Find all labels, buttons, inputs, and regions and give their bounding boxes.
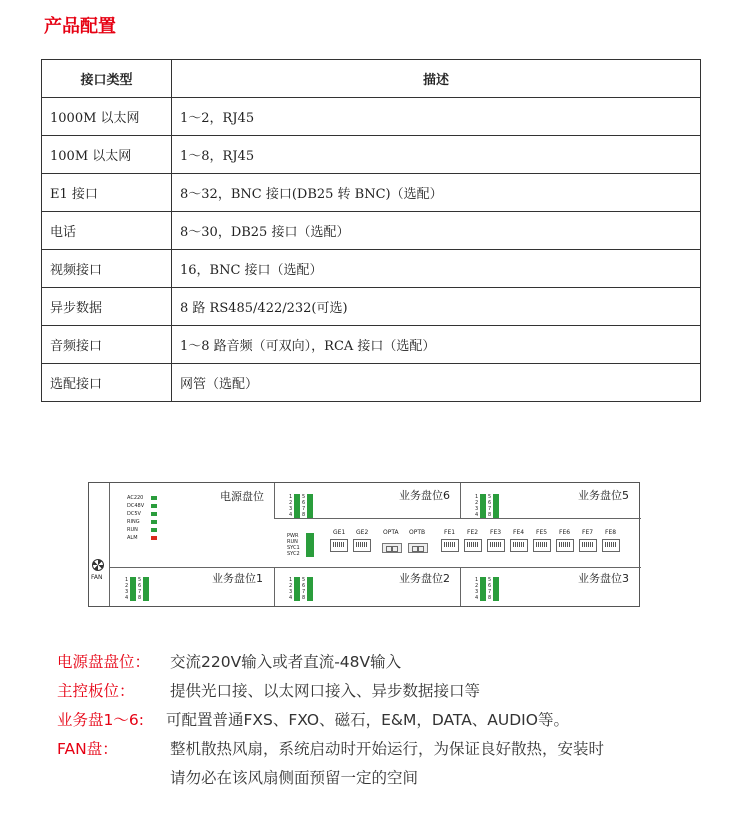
power-led-label: ALM [127, 535, 138, 541]
power-led-green [151, 512, 157, 516]
interface-type-cell: 选配接口 [42, 364, 172, 402]
slot-number: 7 [302, 589, 306, 595]
interface-spec-table [41, 59, 701, 402]
slot-number: 7 [138, 589, 142, 595]
slot-1-led-bar [130, 577, 136, 601]
slot-1-2-divider [274, 567, 275, 606]
slot-number: 3 [475, 506, 479, 512]
note-label-service-slots: 业务盘1～6: [57, 711, 144, 729]
slot-number: 2 [125, 583, 129, 589]
slot-number: 8 [488, 512, 492, 518]
slot-number: 3 [289, 506, 293, 512]
fe-port [464, 539, 482, 552]
optical-port [408, 543, 428, 553]
fe-port [579, 539, 597, 552]
slot-number: 5 [302, 577, 306, 583]
section-title: 产品配置 [44, 16, 116, 37]
table-row [42, 288, 701, 326]
fe-port [602, 539, 620, 552]
slot-3-label: 业务盘位3 [578, 572, 629, 585]
table-row [42, 98, 701, 136]
slot-2-led-bar [307, 577, 313, 601]
slot-number: 6 [138, 583, 142, 589]
ctrl-led-bar [306, 533, 314, 557]
slot-1-label: 业务盘位1 [212, 572, 263, 585]
fe-port-label: FE6 [559, 529, 571, 536]
slot-number: 5 [488, 577, 492, 583]
ge-port [330, 539, 348, 552]
slot-number: 5 [138, 577, 142, 583]
slot-2-label: 业务盘位2 [399, 572, 450, 585]
slot-5-led-bar [493, 494, 499, 518]
optical-port [382, 543, 402, 553]
opt-port-label: OPTA [383, 529, 399, 536]
slot-number: 7 [302, 506, 306, 512]
power-slot-divider [274, 483, 275, 518]
fan-bay-divider [109, 483, 110, 606]
slot-number: 8 [138, 595, 142, 601]
ge-port [353, 539, 371, 552]
fe-port-label: FE4 [513, 529, 525, 536]
ctrl-led-label: SYC1 [287, 545, 300, 551]
slot-number: 8 [302, 595, 306, 601]
fe-port-label: FE8 [605, 529, 617, 536]
slot-number: 1 [475, 494, 479, 500]
slot-power-label: 电源盘位 [220, 490, 264, 503]
fe-port-label: FE2 [467, 529, 479, 536]
slot-3-led-bar [480, 577, 486, 601]
slot-number: 8 [488, 595, 492, 601]
opt-port-label: OPTB [409, 529, 426, 536]
slot-6-5-divider [460, 483, 461, 519]
fan-icon [92, 559, 104, 571]
slot-number: 6 [488, 583, 492, 589]
slot-number: 4 [125, 595, 129, 601]
slot-number: 3 [475, 589, 479, 595]
slot-number: 4 [289, 512, 293, 518]
ctrl-led-label: SYC2 [287, 551, 300, 557]
power-led-label: DC5V [127, 511, 141, 517]
slot-number: 1 [125, 577, 129, 583]
fan-label: FAN [91, 574, 103, 581]
slot-number: 6 [302, 500, 306, 506]
table-row [42, 250, 701, 288]
fe-port [487, 539, 505, 552]
slot-6-led-bar [307, 494, 313, 518]
power-led-green [151, 520, 157, 524]
ge-port-label: GE1 [333, 529, 346, 536]
alarm-led-red [151, 536, 157, 540]
slot-3-led-bar [493, 577, 499, 601]
fe-port [533, 539, 551, 552]
slot-6-label: 业务盘位6 [399, 489, 450, 502]
note-label-main-control: 主控板位： [57, 682, 135, 700]
slot-number: 5 [302, 494, 306, 500]
description-cell: 网管（选配） [172, 364, 701, 402]
fe-port-label: FE3 [490, 529, 502, 536]
description-cell: 8 路 RS485/422/232(可选) [172, 288, 701, 326]
interface-type-cell: E1 接口 [42, 174, 172, 212]
power-led-label: DC48V [127, 503, 145, 509]
table-row [42, 212, 701, 250]
slot-number: 7 [488, 506, 492, 512]
fe-port [556, 539, 574, 552]
column-header-description: 描述 [172, 60, 701, 98]
column-header-interface-type: 接口类型 [42, 60, 172, 98]
slot-number: 6 [488, 500, 492, 506]
slot-1-led-bar [143, 577, 149, 601]
slot-number: 4 [475, 512, 479, 518]
chassis-diagram [88, 482, 640, 607]
table-row [42, 174, 701, 212]
table-row [42, 136, 701, 174]
note-text-fan-continued: 请勿必在该风扇侧面预留一定的空间 [170, 769, 419, 787]
fe-port-label: FE1 [444, 529, 456, 536]
slot-number: 1 [289, 577, 293, 583]
slot-number: 6 [302, 583, 306, 589]
note-label-power-slot: 电源盘盘位： [57, 653, 151, 671]
power-led-green [151, 504, 157, 508]
power-led-label: RING [127, 519, 140, 525]
note-text-main-control: 提供光口接、以太网口接入、异步数据接口等 [170, 682, 481, 700]
slot-number: 4 [475, 595, 479, 601]
fe-port [441, 539, 459, 552]
slot-number: 1 [475, 577, 479, 583]
slot-2-led-bar [294, 577, 300, 601]
interface-type-cell: 100M 以太网 [42, 136, 172, 174]
slot-number: 2 [289, 500, 293, 506]
description-cell: 1～8，RJ45 [172, 136, 701, 174]
table-header-row [42, 60, 701, 98]
ge-port-label: GE2 [356, 529, 369, 536]
slot-number: 3 [125, 589, 129, 595]
power-led-label: RUN [127, 527, 138, 533]
slot-2-3-divider [460, 567, 461, 606]
power-led-green [151, 496, 157, 500]
slot-number: 5 [488, 494, 492, 500]
slot-number: 2 [475, 583, 479, 589]
table-row [42, 326, 701, 364]
description-cell: 8～32，BNC 接口(DB25 转 BNC)（选配） [172, 174, 701, 212]
slot-5-led-bar [480, 494, 486, 518]
fe-port [510, 539, 528, 552]
description-cell: 1～2，RJ45 [172, 98, 701, 136]
slot-5-label: 业务盘位5 [578, 489, 629, 502]
slot-number: 4 [289, 595, 293, 601]
ctrl-led-label: PWR [287, 533, 299, 539]
interface-type-cell: 电话 [42, 212, 172, 250]
description-cell: 1～8 路音频（可双向），RCA 接口（选配） [172, 326, 701, 364]
note-text-service-slots: 可配置普通FXS、FXO、磁石，E&M，DATA、AUDIO等。 [166, 711, 569, 729]
slot-number: 1 [289, 494, 293, 500]
interface-type-cell: 1000M 以太网 [42, 98, 172, 136]
table-row [42, 364, 701, 402]
lower-slot-divider [109, 567, 641, 568]
description-cell: 16，BNC 接口（选配） [172, 250, 701, 288]
fe-port-label: FE7 [582, 529, 594, 536]
slot-number: 8 [302, 512, 306, 518]
note-label-fan: FAN盘： [57, 740, 118, 758]
slot-6-led-bar [294, 494, 300, 518]
slot-number: 3 [289, 589, 293, 595]
interface-type-cell: 异步数据 [42, 288, 172, 326]
interface-type-cell: 音频接口 [42, 326, 172, 364]
note-text-power-slot: 交流220V输入或者直流-48V输入 [170, 653, 402, 671]
fe-port-label: FE5 [536, 529, 548, 536]
interface-type-cell: 视频接口 [42, 250, 172, 288]
note-text-fan: 整机散热风扇，系统启动时开始运行，为保证良好散热，安装时 [170, 740, 605, 758]
upper-slot-divider [274, 518, 641, 519]
description-cell: 8～30，DB25 接口（选配） [172, 212, 701, 250]
slot-number: 2 [289, 583, 293, 589]
slot-number: 2 [475, 500, 479, 506]
ctrl-led-label: RUN [287, 539, 298, 545]
power-led-green [151, 528, 157, 532]
power-led-label: AC220 [127, 495, 144, 501]
slot-number: 7 [488, 589, 492, 595]
